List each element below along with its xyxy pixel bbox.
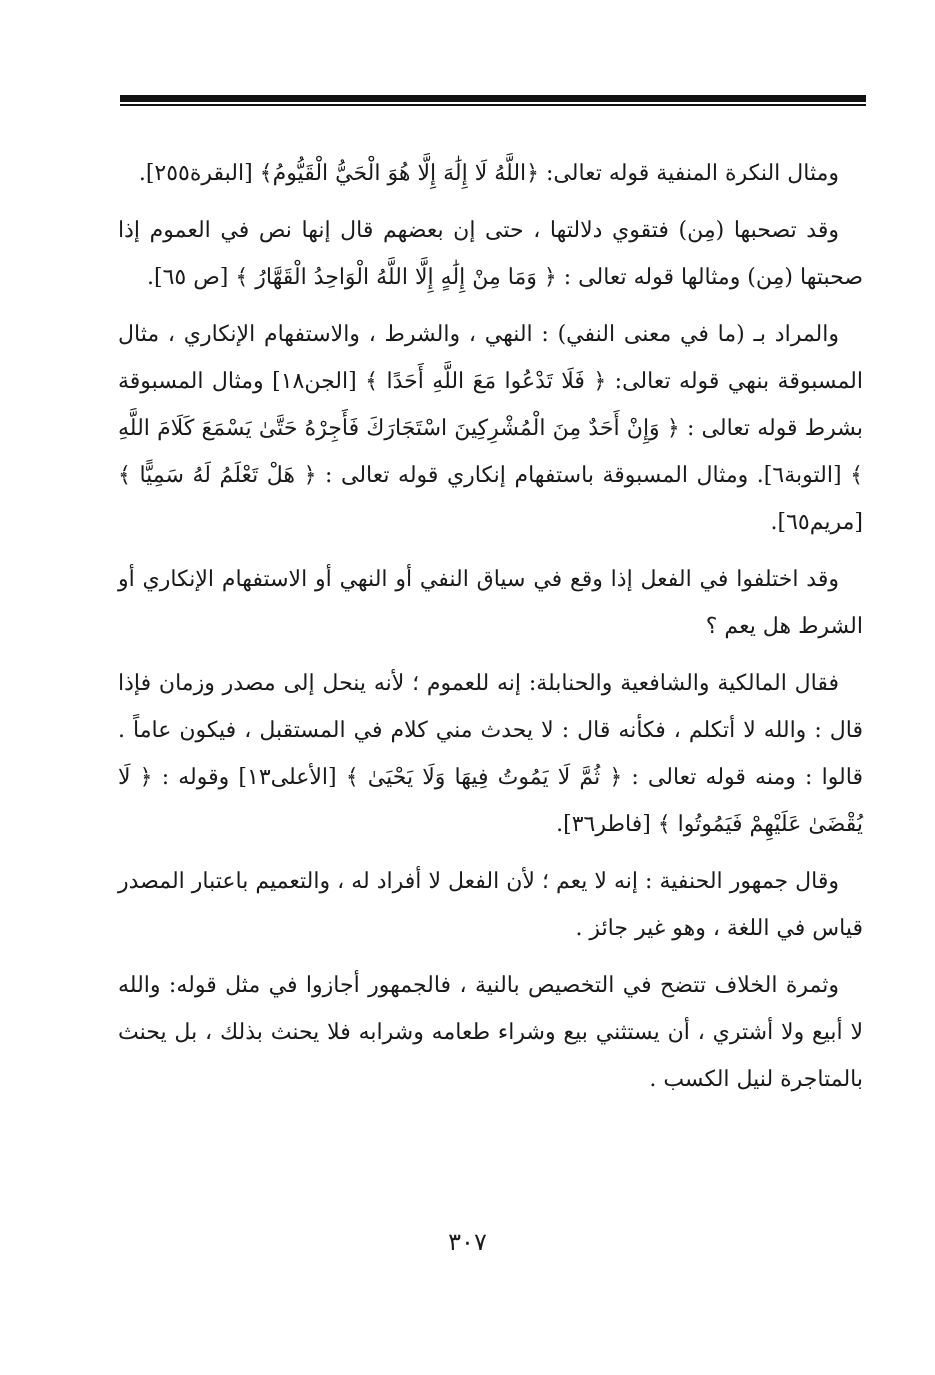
- page-number: ٣٠٧: [448, 1228, 487, 1256]
- paragraph: والمراد بـ (ما في معنى النفي) : النهي ، والشرط ، والاستفهام الإنكاري ، مثال المسبوقة بنهي قوله تعالى: ﴿ فَلَا تَدْعُوا مَعَ اللَّهِ أَحَدًا ﴾ [الجن١٨] ومثال المسبوقة بشرط قوله تعالى : ﴿ وَإِنْ أَحَدٌ مِنَ الْمُشْرِكِينَ اسْتَجَارَكَ فَأَجِرْهُ حَتَّىٰ يَسْمَعَ كَلَامَ اللَّهِ ﴾ [التوبة٦]. ومثال المسبوقة باستفهام إنكاري قوله تعالى : ﴿ هَلْ تَعْلَمُ لَهُ سَمِيًّا ﴾ [مريم٦٥].: [118, 322, 864, 535]
- paragraph: وقد تصحبها (مِن) فتقوي دلالتها ، حتى إن بعضهم قال إنها نص في العموم إذا صحبتها (مِن) ومثالها قوله تعالى : ﴿ وَمَا مِنْ إِلَٰهٍ إِلَّا اللَّهُ الْوَاحِدُ الْقَهَّارُ ﴾ [ص ٦٥].: [118, 218, 863, 290]
- paragraph: وقد اختلفوا في الفعل إذا وقع في سياق النفي أو النهي أو الاستفهام الإنكاري أو الشرط هل يعم ؟: [118, 567, 863, 639]
- paragraph: وثمرة الخلاف تتضح في التخصيص بالنية ، فالجمهور أجازوا في مثل قوله: والله لا أبيع ولا أشتري ، أن يستثني بيع وشراء طعامه وشرابه فلا يحنث بذلك ، بل يحنث بالمتاجرة لنيل الكسب .: [118, 973, 863, 1092]
- header-rule-thin: [120, 104, 866, 106]
- page-body: [118, 150, 863, 1113]
- paragraph: وقال جمهور الحنفية : إنه لا يعم ؛ لأن الفعل لا أفراد له ، والتعميم باعتبار المصدر قياس في اللغة ، وهو غير جائز .: [118, 869, 863, 941]
- paragraph: ومثال النكرة المنفية قوله تعالى: ﴿اللَّهُ لَا إِلَٰهَ إِلَّا هُوَ الْحَيُّ الْقَيُّومُ﴾ [البقرة٢٥٥].: [138, 161, 839, 186]
- paragraph: فقال المالكية والشافعية والحنابلة: إنه للعموم ؛ لأنه ينحل إلى مصدر وزمان فإذا قال : والله لا أتكلم ، فكأنه قال : لا يحدث مني كلام في المستقبل ، فيكون عاماً . قالوا : ومنه قوله تعالى : ﴿ ثُمَّ لَا يَمُوتُ فِيهَا وَلَا يَحْيَىٰ ﴾ [الأعلى١٣] وقوله : ﴿ لَا يُقْضَىٰ عَلَيْهِمْ فَيَمُوتُوا ﴾ [فاطر٣٦].: [118, 671, 863, 837]
- header-rule-thick: [120, 95, 866, 102]
